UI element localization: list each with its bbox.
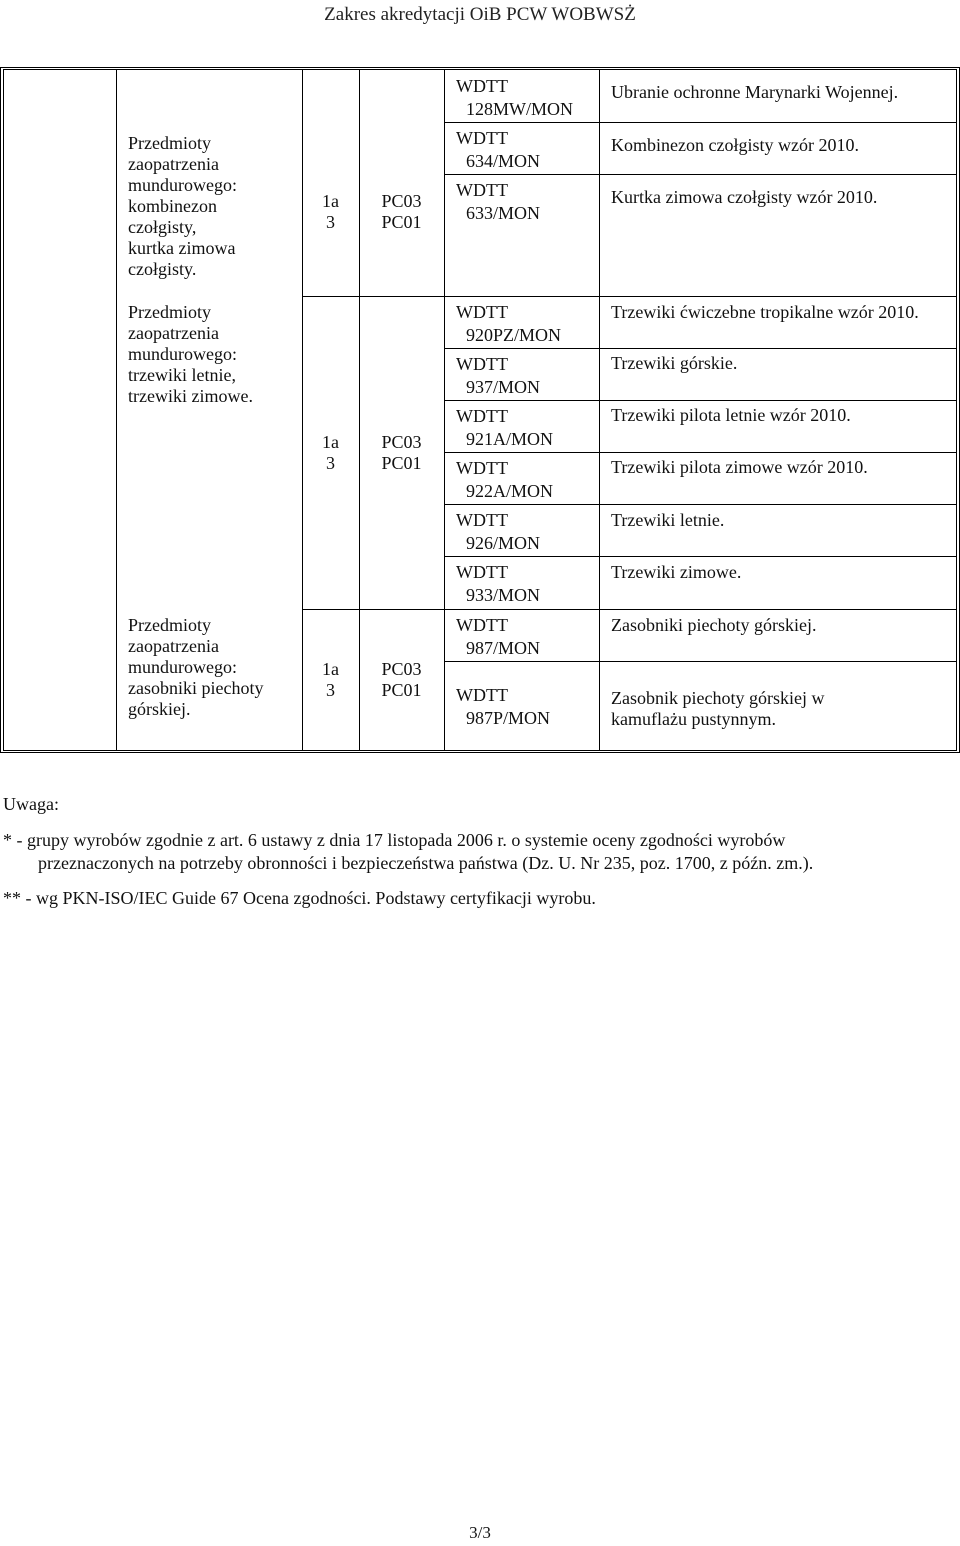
- product-cell: Trzewiki pilota letnie wzór 2010.: [611, 405, 851, 425]
- standard-cell: WDTT 987/MON: [456, 615, 541, 658]
- note-line: przeznaczonych na potrzeby obronności i bezpieczeństwa państwa (Dz. U. Nr 235, poz. 1700, z późn. zm.).: [38, 853, 814, 873]
- standard-cell: WDTT 937/MON: [456, 354, 541, 397]
- row-divider: [444, 174, 956, 175]
- subject-cell-3: Przedmioty zaopatrzenia mundurowego: zasobniki piechoty górskiej.: [128, 615, 264, 719]
- group-cell-1: 1a 3: [322, 191, 339, 232]
- pc-cell-2: PC03 PC01: [381, 432, 422, 473]
- subject-cell-2: Przedmioty zaopatrzenia mundurowego: trzewiki letnie, trzewiki zimowe.: [128, 302, 253, 406]
- row-divider: [444, 661, 956, 662]
- product-cell: Trzewiki letnie.: [611, 510, 725, 530]
- column-divider: [359, 70, 360, 750]
- row-divider: [444, 452, 956, 453]
- standard-cell: WDTT 634/MON: [456, 128, 541, 171]
- row-divider: [444, 400, 956, 401]
- row-divider: [302, 296, 956, 297]
- group-cell-2: 1a 3: [322, 432, 339, 473]
- standard-cell: WDTT 921A/MON: [456, 406, 554, 449]
- pc-cell-1: PC03 PC01: [381, 191, 422, 232]
- row-divider: [444, 122, 956, 123]
- column-divider: [444, 70, 445, 750]
- product-cell: Trzewiki ćwiczebne tropikalne wzór 2010.: [611, 302, 919, 322]
- accreditation-table: [0, 67, 960, 753]
- column-divider: [116, 70, 117, 750]
- product-cell: Kombinezon czołgisty wzór 2010.: [611, 135, 859, 155]
- standard-cell: WDTT 926/MON: [456, 510, 541, 553]
- subject-cell-1: Przedmioty zaopatrzenia mundurowego: kombinezon czołgisty, kurtka zimowa czołgisty.: [128, 133, 237, 279]
- column-divider: [302, 70, 303, 750]
- standard-cell: WDTT 128MW/MON: [456, 76, 573, 119]
- product-cell: Trzewiki zimowe.: [611, 562, 742, 582]
- product-cell: Ubranie ochronne Marynarki Wojennej.: [611, 82, 899, 102]
- standard-cell: WDTT 987P/MON: [456, 685, 551, 728]
- row-divider: [444, 504, 956, 505]
- page-header-title: Zakres akredytacji OiB PCW WOBWSŻ: [324, 4, 636, 25]
- note-line: * - grupy wyrobów zgodnie z art. 6 ustawy z dnia 17 listopada 2006 r. o systemie oceny zgodności wyrobów: [3, 830, 786, 850]
- row-divider: [444, 556, 956, 557]
- notes-heading: Uwaga:: [3, 794, 59, 814]
- page-number: 3/3: [469, 1523, 491, 1542]
- standard-cell: WDTT 920PZ/MON: [456, 302, 562, 345]
- note-line: ** - wg PKN-ISO/IEC Guide 67 Ocena zgodności. Podstawy certyfikacji wyrobu.: [3, 888, 596, 908]
- group-cell-3: 1a 3: [322, 659, 339, 700]
- product-cell: Trzewiki górskie.: [611, 353, 738, 373]
- standard-cell: WDTT 633/MON: [456, 180, 541, 223]
- pc-cell-3: PC03 PC01: [381, 659, 422, 700]
- row-divider: [302, 609, 956, 610]
- column-divider: [599, 70, 600, 750]
- product-cell: Kurtka zimowa czołgisty wzór 2010.: [611, 187, 878, 207]
- standard-cell: WDTT 933/MON: [456, 562, 541, 605]
- product-cell: Zasobniki piechoty górskiej.: [611, 615, 817, 635]
- product-cell: Trzewiki pilota zimowe wzór 2010.: [611, 457, 868, 477]
- product-cell: Zasobnik piechoty górskiej w kamuflażu pustynnym.: [611, 688, 825, 729]
- standard-cell: WDTT 922A/MON: [456, 458, 554, 501]
- row-divider: [444, 348, 956, 349]
